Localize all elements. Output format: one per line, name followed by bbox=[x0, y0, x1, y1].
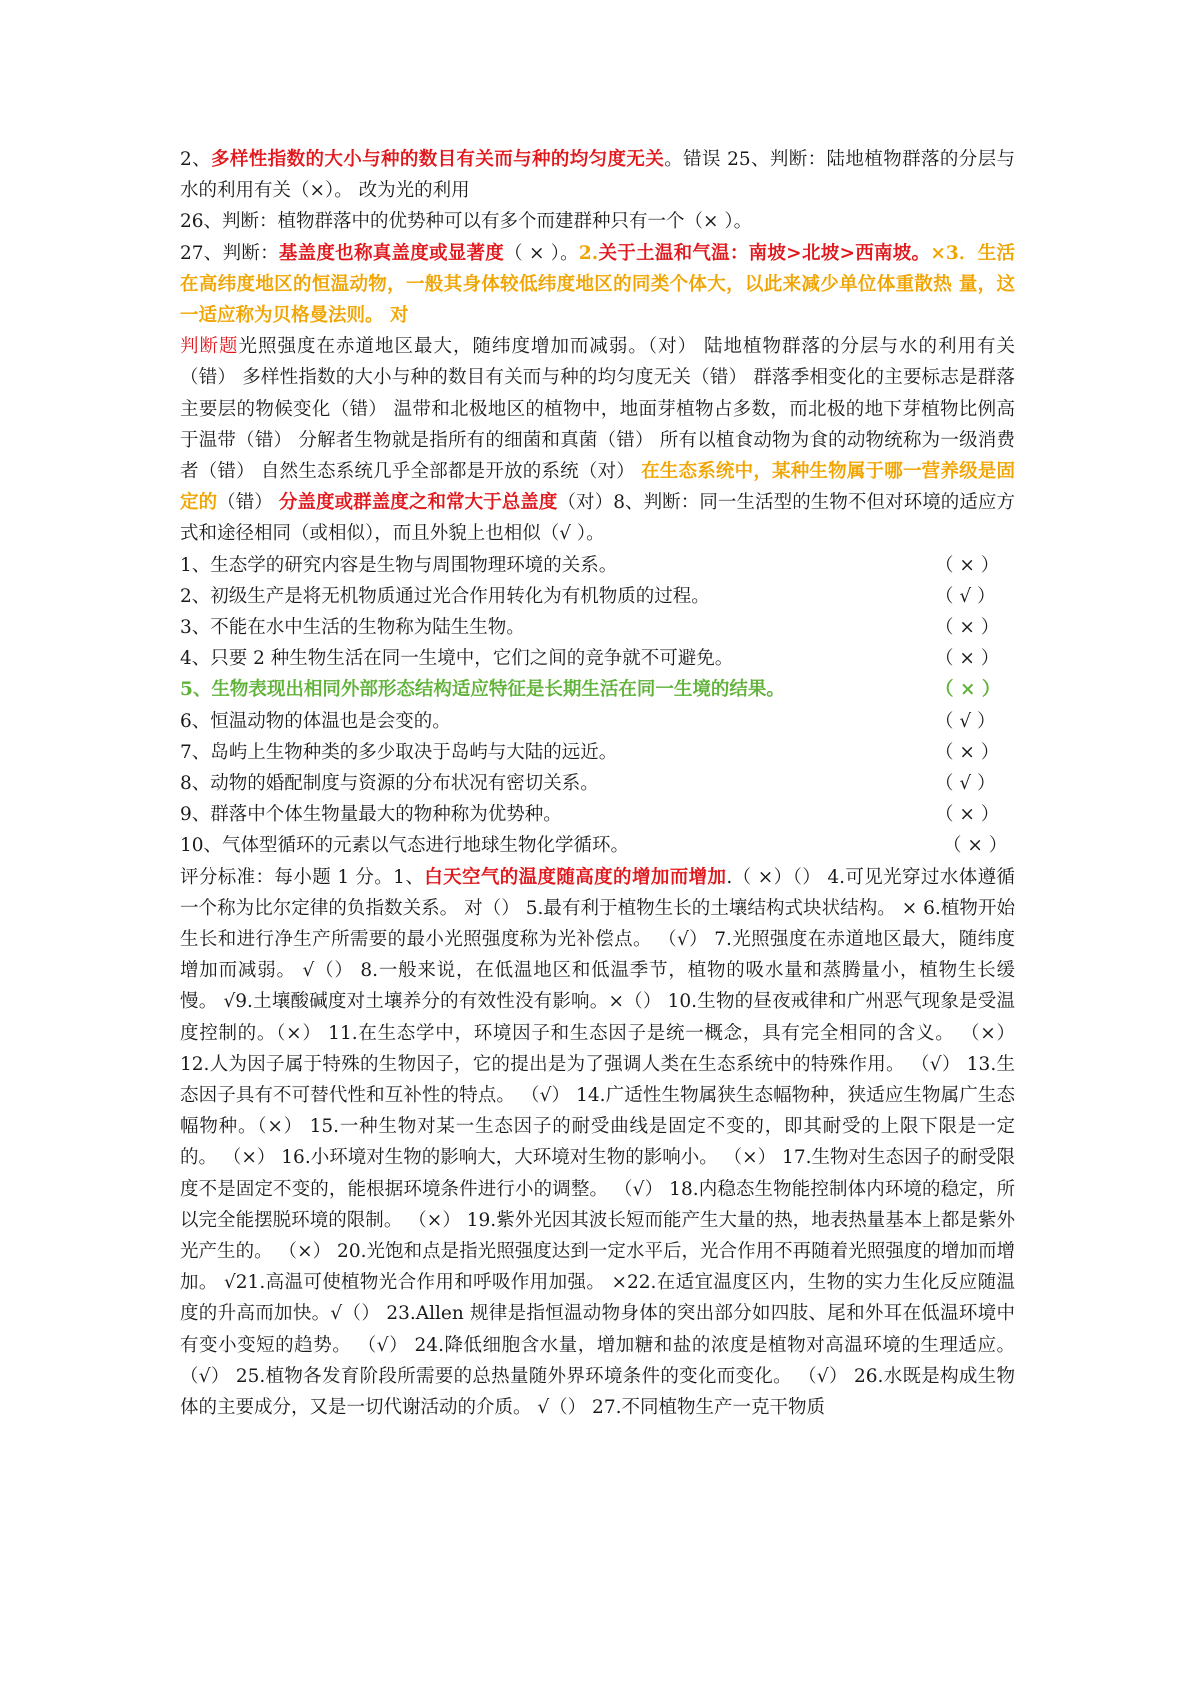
item-text: 10、气体型循环的元素以气态进行地球生物化学循环。 bbox=[180, 835, 630, 857]
highlight-orange: 在生态系统中，某种生物属于哪一营养级是固定的 bbox=[180, 461, 1015, 514]
list-item bbox=[180, 768, 1015, 799]
text: 2、 bbox=[180, 149, 212, 170]
list-item bbox=[180, 737, 1015, 768]
answer-mark: （ √ ） bbox=[935, 772, 996, 794]
text: 光照强度在赤道地区最大，随纬度增加而减弱。（对） 陆地植物群落的分层与水的利用有关（错） 多样性指数的大小与种的数目有关而与种的均匀度无关（错） 群落季相变化的主要标志是群落主要层的物候变化（错） 温带和北极地区的植物中，地面芽植物占多数，而北极的地下芽植物比例高于温带（错） 分解者生物就是指所有的细菌和真菌（错） 所有以植食动物为食的动物统称为一级消费者（错） 自然生态系统几乎全部都是开放的系统（对） bbox=[180, 336, 1015, 483]
item-text: 1、生态学的研究内容是生物与周围物理环境的关系。 bbox=[180, 554, 618, 576]
item-text: 3、不能在水中生活的生物称为陆生生物。 bbox=[180, 617, 525, 639]
list-item bbox=[180, 550, 1015, 581]
item-text: 6、恒温动物的体温也是会变的。 bbox=[180, 710, 451, 732]
item-text: 4、只要 2 种生物生活在同一生境中，它们之间的竞争就不可避免。 bbox=[180, 648, 734, 670]
list-item bbox=[180, 706, 1015, 737]
answer-mark: （ × ） bbox=[935, 804, 1000, 826]
highlight-orange: 2. bbox=[578, 242, 599, 264]
highlight-red: 白天空气的温度随高度的增加而增加 bbox=[424, 866, 727, 888]
answer-mark: （ × ） bbox=[935, 648, 1000, 670]
section-label: 判断题 bbox=[180, 336, 239, 358]
true-false-list bbox=[180, 550, 1015, 862]
list-item bbox=[180, 674, 1015, 705]
text: （ × ）。 bbox=[504, 242, 579, 264]
answer-mark: （ × ） bbox=[935, 617, 1000, 639]
item-text: 2、初级生产是将无机物质通过光合作用转化为有机物质的过程。 bbox=[180, 585, 710, 607]
highlight-red: 关于土温和气温：南坡>北坡>西南坡。 bbox=[598, 242, 931, 264]
answer-mark: （ √ ） bbox=[935, 710, 996, 732]
text: （错） bbox=[217, 492, 273, 514]
list-item bbox=[180, 612, 1015, 643]
answer-mark: （ × ） bbox=[943, 835, 1008, 857]
item-text: 7、岛屿上生物种类的多少取决于岛屿与大陆的远近。 bbox=[180, 741, 618, 763]
answer-mark: （ × ） bbox=[935, 554, 1000, 576]
answer-mark: （ √ ） bbox=[935, 585, 996, 607]
item-text: 5、生物表现出相同外部形态结构适应特征是长期生活在同一生境的结果。 bbox=[180, 679, 785, 701]
text: 。错误 25、判断：陆地植物群落的分层与水的利用有关（×）。 改为光的利用 bbox=[180, 149, 1015, 202]
highlight-orange: × bbox=[930, 242, 946, 264]
list-item bbox=[180, 581, 1015, 612]
highlight-orange: 3．生活在高纬度地区的恒温动物，一般其身体较低纬度地区的同类个体大，以此来减少单位体重散热 量，这一适应称为贝格曼法则。 对 bbox=[180, 242, 1015, 327]
paragraph-intro-3 bbox=[180, 238, 1015, 332]
highlight-red: 基盖度也称真盖度或显著度 bbox=[278, 242, 505, 264]
item-text: 8、动物的婚配制度与资源的分布状况有密切关系。 bbox=[180, 772, 599, 794]
list-item bbox=[180, 643, 1015, 674]
answer-mark: （ × ） bbox=[935, 741, 1000, 763]
highlight-red: 分盖度或群盖度之和常大于总盖度 bbox=[278, 492, 558, 514]
answer-mark: （ × ） bbox=[935, 679, 1001, 701]
list-item bbox=[180, 830, 1015, 861]
document-page bbox=[180, 144, 1015, 1423]
item-text: 9、群落中个体生物量最大的物种称为优势种。 bbox=[180, 804, 562, 826]
paragraph-scoring bbox=[180, 862, 1015, 1424]
paragraph-judgement bbox=[180, 331, 1015, 549]
list-item bbox=[180, 799, 1015, 830]
highlight-red: 多样性指数的大小与种的数目有关而与种的均匀度无关 bbox=[211, 149, 665, 170]
paragraph-intro-2: 26、判断：植物群落中的优势种可以有多个而建群种只有一个（× ）。 bbox=[180, 211, 753, 233]
text: 评分标准：每小题 1 分。1、 bbox=[180, 866, 425, 888]
text: 27、判断： bbox=[180, 242, 279, 264]
text: （对）8、判断：同一生活型的生物不但对环境的适应方式和途径相同（或相似），而且外貌上也相似（√ ）。 bbox=[180, 492, 1015, 545]
paragraph-intro-1 bbox=[180, 144, 1015, 206]
text: .（ ×）（） 4.可见光穿过水体遵循一个称为比尔定律的负指数关系。 对（） 5.最有利于植物生长的土壤结构式块状结构。 × 6.植物开始生长和进行净生产所需要的最小光照强度称为光补偿点。 （√） 7.光照强度在赤道地区最大，随纬度增加而减弱。 √（） 8.一般来说，在低温地区和低温季节，植物的吸水量和蒸腾量小，植物生长缓慢。 √9.土壤酸碱度对土壤养分的有效性没有影响。×（） 10.生物的昼夜戒律和广州恶气现象是受温度控制的。（×） 11.在生态学中，环境因子和生态因子是统一概念，具有完全相同的含义。 （×） 12.人为因子属于特殊的生物因子，它的提出是为了强调人类在生态系统中的特殊作用。 （√） 13.生态因子具有不可替代性和互补性的特点。 （√） 14.广适性生物属狭生态幅物种，狭适应生物属广生态幅物种。（×） 15.一种生物对某一生态因子的耐受曲线是固定不变的，即其耐受的上限下限是一定的。 （×） 16.小环境对生物的影响大，大环境对生物的影响小。 （×） 17.生物对生态因子的耐受限度不是固定不变的，能根据环境条件进行小的调整。 （√） 18.内稳态生物能控制体内环境的稳定，所以完全能摆脱环境的限制。 （×） 19.紫外光因其波长短而能产生大量的热，地表热量基本上都是紫外光产生的。 （×） 20.光饱和点是指光照强度达到一定水平后，光合作用不再随着光照强度的增加而增加。 √21.高温可使植物光合作用和呼吸作用加强。 ×22.在适宜温度区内，生物的实力生化反应随温度的升高而加快。√（） 23.Allen 规律是指恒温动物身体的突出部分如四肢、尾和外耳在低温环境中有变小变短的趋势。 （√） 24.降低细胞含水量，增加糖和盐的浓度是植物对高温环境的生理适应。（√） 25.植物各发育阶段所需要的总热量随外界环境条件的变化而变化。 （√） 26.水既是构成生物体的主要成分，又是一切代谢活动的介质。 √（） 27.不同植物生产一克干物质 bbox=[180, 866, 1015, 1418]
